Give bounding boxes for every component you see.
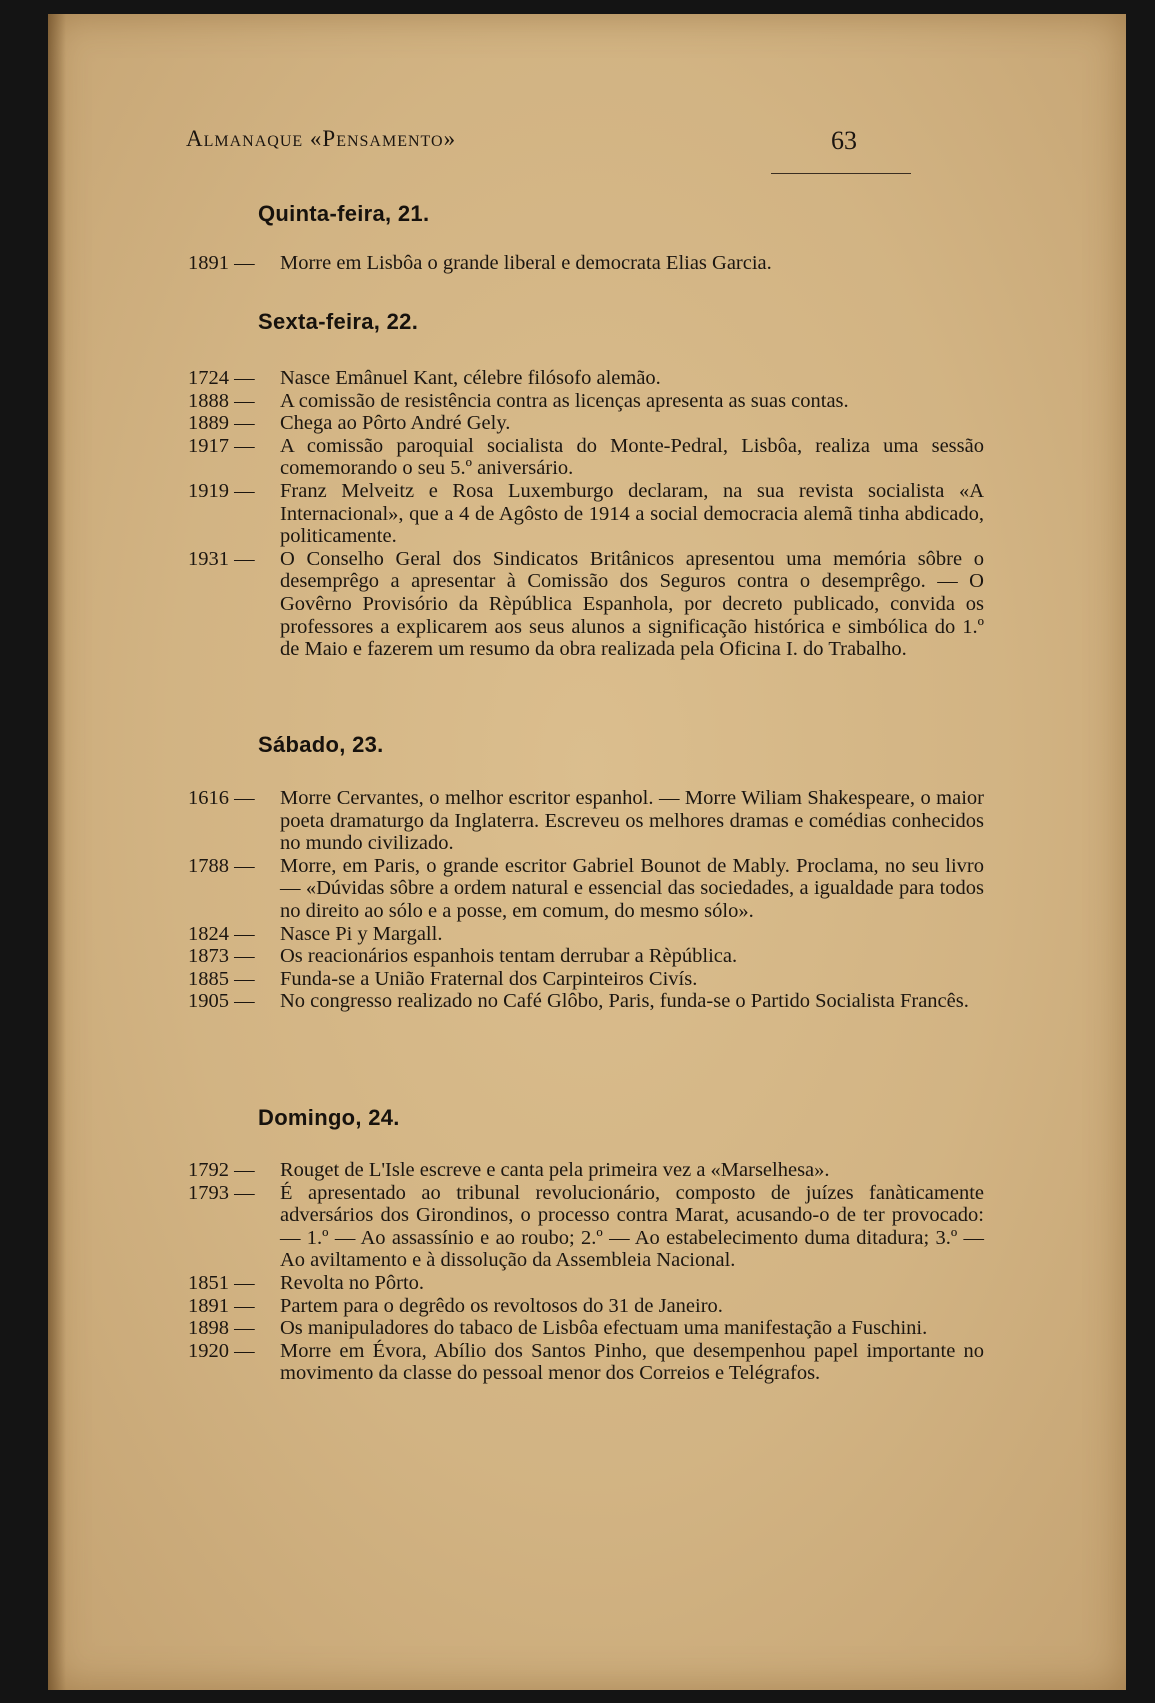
header-rule xyxy=(771,173,911,174)
list-item xyxy=(188,1295,984,1318)
page-header xyxy=(186,114,976,174)
entry-year: 1889 — xyxy=(188,412,255,435)
entry-year: 1891 — xyxy=(188,1294,255,1317)
entry-year: 1793 — xyxy=(188,1181,255,1204)
list-item xyxy=(188,1159,984,1182)
list-item xyxy=(188,435,984,480)
entry-text: Morre Cervantes, o melhor escritor espanhol. — Morre Wiliam Shakespeare, o maior poeta dramaturgo da Inglaterra. Escreveu os melhores dramas e comédias conhecidos no mundo civilizado. xyxy=(280,787,984,855)
entry-text: Morre, em Paris, o grande escritor Gabriel Bounot de Mably. Proclama, no seu livro — «Dúvidas sôbre a ordem natural e essencial das sociedades, a igualdade para todos no direito ao sólo e a posse, em comum, do mesmo sólo». xyxy=(280,854,984,922)
day-heading-sunday: Domingo, 24. xyxy=(258,1105,400,1130)
entry-year: 1885 — xyxy=(188,967,255,990)
list-item xyxy=(188,1317,984,1340)
list-item xyxy=(188,1272,984,1295)
running-title: Almanaque «Pensamento» xyxy=(186,126,457,151)
entries-friday xyxy=(188,367,984,661)
entry-text: Revolta no Pôrto. xyxy=(280,1271,425,1294)
entry-text: Rouget de L'Isle escreve e canta pela primeira vez a «Marselhesa». xyxy=(280,1159,830,1181)
list-item xyxy=(188,548,984,661)
entry-year: 1931 — xyxy=(188,547,255,570)
list-item xyxy=(188,945,984,968)
list-item xyxy=(188,968,984,991)
list-item xyxy=(188,1340,984,1385)
entry-text: O Conselho Geral dos Sindicatos Britânicos apresentou uma memória sôbre o desemprêgo a apresentar à Comissão dos Seguros contra o desemprêgo. — O Govêrno Provisório da Rèpública Espanhola, por decreto publicado, convida os professores a explicarem aos seus alunos a significação histórica e simbólica do 1.º de Maio e fazerem um resumo da obra realizada pela Oficina I. do Trabalho. xyxy=(280,547,984,661)
day-heading-thursday: Quinta-feira, 21. xyxy=(258,201,430,226)
page-binding-shadow xyxy=(48,14,66,1690)
entry-text: No congresso realizado no Café Glôbo, Paris, funda-se o Partido Socialista Francês. xyxy=(280,990,969,1013)
entry-year: 1616 — xyxy=(188,787,255,809)
entry-text: Funda-se a União Fraternal dos Carpinteiros Civís. xyxy=(280,967,698,990)
entries-sunday xyxy=(188,1159,984,1385)
entries-thursday xyxy=(188,252,984,275)
page-number: 63 xyxy=(831,126,857,155)
list-item xyxy=(188,252,984,275)
entry-year: 1724 — xyxy=(188,367,255,389)
entry-text: Morre em Lisbôa o grande liberal e democrata Elias Garcia. xyxy=(280,252,772,274)
entry-year: 1919 — xyxy=(188,479,255,502)
day-heading-saturday: Sábado, 23. xyxy=(258,732,384,757)
list-item xyxy=(188,787,984,855)
list-item xyxy=(188,367,984,390)
entry-year: 1888 — xyxy=(188,389,255,412)
entry-year: 1851 — xyxy=(188,1271,255,1294)
entry-year: 1905 — xyxy=(188,990,255,1013)
entry-year: 1898 — xyxy=(188,1317,255,1340)
list-item xyxy=(188,990,984,1013)
entry-text: Os manipuladores do tabaco de Lisbôa efectuam uma manifestação a Fuschini. xyxy=(280,1317,928,1340)
entry-year: 1792 — xyxy=(188,1159,255,1181)
entry-year: 1824 — xyxy=(188,922,255,945)
entry-text: Chega ao Pôrto André Gely. xyxy=(280,412,511,435)
list-item xyxy=(188,412,984,435)
entry-text: A comissão paroquial socialista do Monte-Pedral, Lisbôa, realiza uma sessão comemorando o seu 5.º aniversário. xyxy=(280,434,984,480)
entry-year: 1788 — xyxy=(188,854,255,877)
day-heading-friday: Sexta-feira, 22. xyxy=(258,309,419,334)
entry-text: Partem para o degrêdo os revoltosos do 31 de Janeiro. xyxy=(280,1294,723,1317)
entry-year: 1917 — xyxy=(188,434,255,457)
entry-text: Franz Melveitz e Rosa Luxemburgo declaram, na sua revista socialista «A Internacional», que a 4 de Agôsto de 1914 a social democracia alemã tinha abdicado, politicamente. xyxy=(280,479,984,548)
entry-text: É apresentado ao tribunal revolucionário, composto de juízes fanàticamente adversários dos Girondinos, o processo contra Marat, acusando-o de ter provocado: — 1.º — Ao assassínio e ao roubo; 2.º — Ao estabelecimento duma ditadura; 3.º — Ao aviltamento e à dissolução da Assembleia Nacional. xyxy=(280,1181,984,1272)
list-item xyxy=(188,390,984,413)
entries-saturday xyxy=(188,787,984,1013)
entry-text: Nasce Pi y Margall. xyxy=(280,922,443,945)
entry-year: 1873 — xyxy=(188,945,255,968)
list-item xyxy=(188,923,984,946)
entry-text: Morre em Évora, Abílio dos Santos Pinho, que desempenhou papel importante no movimento da classe do pessoal menor dos Correios e Telégrafos. xyxy=(280,1339,984,1385)
list-item xyxy=(188,480,984,548)
entry-text: A comissão de resistência contra as licenças apresenta as suas contas. xyxy=(280,389,849,412)
entry-text: Os reacionários espanhois tentam derrubar a Rèpública. xyxy=(280,945,738,968)
entry-year: 1920 — xyxy=(188,1339,255,1362)
list-item xyxy=(188,855,984,923)
entry-year: 1891 — xyxy=(188,252,255,274)
entry-text: Nasce Emânuel Kant, célebre filósofo alemão. xyxy=(280,367,661,389)
list-item xyxy=(188,1182,984,1272)
